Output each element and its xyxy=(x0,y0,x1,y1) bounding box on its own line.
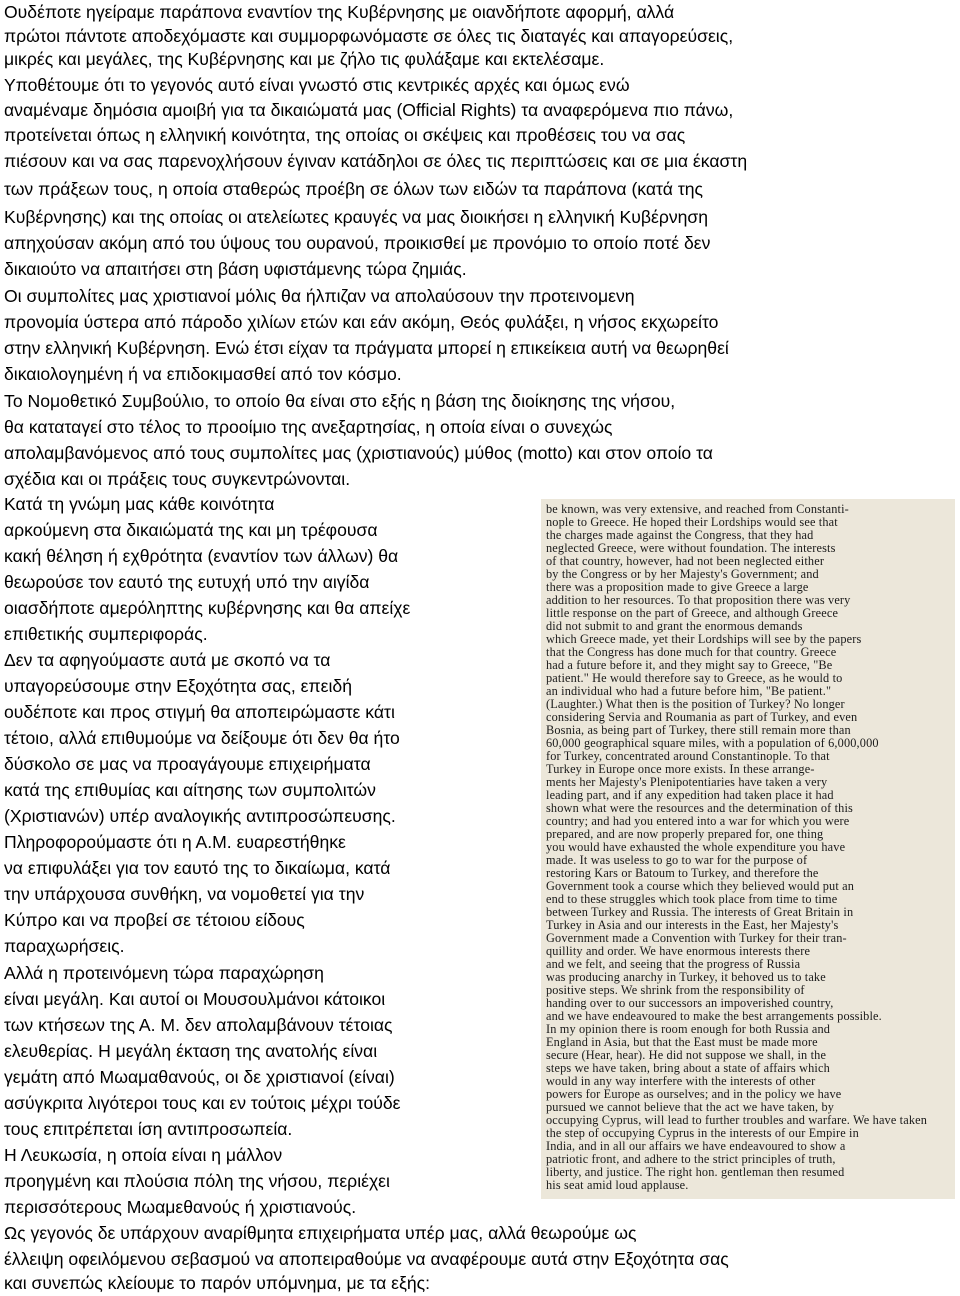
clipping-line: the charges made against the Congress, that they had xyxy=(546,528,814,542)
clipping-line: Government took a course which they believed would put an xyxy=(546,879,855,893)
clipping-line: which Greece made, yet their Lordships will see by the papers xyxy=(546,632,862,646)
clipping-line: nople to Greece. He hoped their Lordships would see that xyxy=(546,515,838,529)
paragraph-line: των πράξεων τους, η οποία σταθερώς προέβη σε όλων των ειδών τα παράπονα (κατά της xyxy=(4,179,704,199)
paragraph-line: να επιφυλάξει για τον εαυτό της το δικαίωμα, κατά xyxy=(4,858,391,878)
paragraph-line: Ουδέποτε ηγείραμε παράπονα εναντίον της Κυβέρνησης με οιανδήποτε αφορμή, αλλά xyxy=(4,2,675,22)
paragraph-line: απολαμβανόμενος από τους συμπολίτες μας (χριστιανούς) μύθος (motto) και στον οποίο τα xyxy=(4,443,713,463)
paragraph-line: τέτοιο, αλλά επιθυμούμε να δείξουμε ότι δεν θα ήτο xyxy=(4,728,400,748)
clipping-line: did not submit to and grant the enormous demands xyxy=(546,619,803,633)
paragraph-line: Κύπρο και να προβεί σε τέτοιου είδους xyxy=(4,910,305,930)
paragraph-line: Η Λευκωσία, η οποία είναι η μάλλον xyxy=(4,1145,283,1165)
clipping-line: 60,000 geographical square miles, with a population of 6,000,000 xyxy=(546,736,879,750)
paragraph-line: ελευθερίας. Η μεγάλη έκταση της ανατολής είναι xyxy=(4,1041,378,1061)
clipping-line: In my opinion there is room enough for both Russia and xyxy=(546,1022,831,1036)
paragraph-line: περισσότερους Μωαμεθανούς ή χριστιανούς. xyxy=(4,1197,357,1217)
clipping-line: pursued we cannot believe that the act we have taken, by xyxy=(546,1100,835,1114)
newspaper-clipping-image xyxy=(541,499,955,1199)
paragraph-line: απηχούσαν ακόμη από του ύψους του ουρανού, προικισθεί με προνόμιο το οποίο ποτέ δεν xyxy=(4,233,711,253)
paragraph-line: αναμέναμε δημόσια αμοιβή για τα δικαιώματά μας (Official Rights) τα αναφερόμενα πιο πάνω, xyxy=(4,100,734,120)
clipping-line: (Laughter.) What then is the position of Turkey? No longer xyxy=(546,697,845,711)
paragraph-line: θεωρούσε τον εαυτό της ευτυχή υπό την αιγίδα xyxy=(4,572,370,592)
paragraph-line: Οι συμπολίτες μας χριστιανοί μόλις θα ήλπιζαν να απολαύσουν την προτεινομενη xyxy=(4,286,635,306)
clipping-line: positive steps. We shrink from the responsibility of xyxy=(546,983,805,997)
clipping-line: be known, was very extensive, and reached from Constanti- xyxy=(546,502,849,516)
clipping-line: Government made a Convention with Turkey for their tran- xyxy=(546,931,847,945)
paragraph-line: στην ελληνική Κυβέρνηση. Ενώ έτσι είχαν τα πράγματα μπορεί η επικείκεια αυτή να θεωρηθεί xyxy=(4,338,729,358)
clipping-line: patriotic front, and adhere to the strict principles of truth, xyxy=(546,1152,836,1166)
clipping-line: quillity and order. We have enormous interests there xyxy=(546,944,811,958)
clipping-line: end to these struggles which took place from time to time xyxy=(546,892,838,906)
paragraph-line: Υποθέτουμε ότι το γεγονός αυτό είναι γνωστό στις κεντρικές αρχές και όμως ενώ xyxy=(4,75,630,95)
clipping-line: leading part, and if any expedition had taken place it had xyxy=(546,788,834,802)
clipping-line: by the Congress or by her Majesty's Government; and xyxy=(546,567,819,581)
clipping-line: shown what were the resources and the determination of this xyxy=(546,801,853,815)
clipping-line: and we have endeavoured to make the best arrangements possible. xyxy=(546,1009,882,1023)
paragraph-line: Κατά τη γνώμη μας κάθε κοινότητα xyxy=(4,494,275,514)
clipping-line: addition to her resources. To that proposition there was very xyxy=(546,593,851,607)
paragraph-line: αρκούμενη στα δικαιώματά της και μη τρέφουσα xyxy=(4,520,378,540)
clipping-line: England in Asia, but that the East must be made more xyxy=(546,1035,818,1049)
clipping-line: neglected Greece, were without foundation. The interests xyxy=(546,541,836,555)
clipping-line: had a future before it, and they might say to Greece, "Be xyxy=(546,658,833,672)
paragraph-line: δικαιούτο να απαιτήσει στη βάση υφιστάμενης τώρα ζημιάς. xyxy=(4,259,467,279)
paragraph-line: κατά της επιθυμίας και αίτησης των συμπολιτών xyxy=(4,780,376,800)
clipping-line: India, and in all our affairs we have endeavoured to show a xyxy=(546,1139,846,1153)
paragraph-line: προτείνεται όπως η ελληνική κοινότητα, της οποίας οι σκέψεις και προθέσεις του να σας xyxy=(4,125,686,145)
clipping-line: powers for Europe as ourselves; and in the policy we have xyxy=(546,1087,842,1101)
clipping-line: considering Servia and Roumania as part of Turkey, and even xyxy=(546,710,858,724)
paragraph-line: οιασδήποτε αμερόληπτης κυβέρνησης και θα απείχε xyxy=(4,598,411,618)
clipping-line: restoring Kars or Batoum to Turkey, and therefore the xyxy=(546,866,819,880)
clipping-line: Bosnia, as being part of Turkey, there still remain more than xyxy=(546,723,851,737)
clipping-line: steps we have taken, bring about a state of affairs which xyxy=(546,1061,830,1075)
paragraph-line: γεμάτη από Μωαμαθανούς, οι δε χριστιανοί (είναι) xyxy=(4,1067,395,1087)
clipping-line: patient." He would therefore say to Greece, as he would to xyxy=(546,671,843,685)
paragraph-line: επιθετικής συμπεριφοράς. xyxy=(4,624,208,644)
paragraph-line: Αλλά η προτεινόμενη τώρα παραχώρηση xyxy=(4,963,324,983)
paragraph-line: σχέδια και οι πράξεις τους συγκεντρώνονται. xyxy=(4,469,351,489)
paragraph-line: μικρές και μεγάλες, της Κυβέρνησης και με ζήλο τις φυλάξαμε και εκτελέσαμε. xyxy=(4,49,605,69)
paragraph-line: Κυβέρνησης) και της οποίας οι ατελείωτες κραυγές να μας διοικήσει η ελληνική Κυβέρνηση xyxy=(4,207,709,227)
paragraph-line: δύσκολο σε μας να προαγάγουμε επιχειρήματα xyxy=(4,754,371,774)
clipping-line: between Turkey and Russia. The interests of Great Britain in xyxy=(546,905,854,919)
paragraph-line: θα καταταγεί στο τέλος το προοίμιο της ανεξαρτησίας, η οποία είναι ο συνεχώς xyxy=(4,417,613,437)
clipping-line: an individual who had a future before him, "Be patient." xyxy=(546,684,832,698)
paragraph-line: παραχωρήσεις. xyxy=(4,936,125,956)
clipping-line: that the Congress has done much for that country. Greece xyxy=(546,645,837,659)
paragraph-line: υπαγορεύσουμε στην Εξοχότητα σας, επειδή xyxy=(4,676,352,696)
paragraph-line: έλλειψη οφειλόμενου σεβασμού να αποπειραθούμε να αναφέρουμε αυτά στην Εξοχότητα σας xyxy=(4,1249,729,1269)
clipping-line: the step of occupying Cyprus in the interests of our Empire in xyxy=(546,1126,859,1140)
paragraph-line: την υπάρχουσα συνθήκη, να νομοθετεί για την xyxy=(4,884,365,904)
paragraph-line: Το Νομοθετικό Συμβούλιο, το οποίο θα είναι στο εξής η βάση της διοίκησης της νήσου, xyxy=(4,391,676,411)
clipping-line: ments her Majesty's Plenipotentiaries have taken a very xyxy=(546,775,828,789)
clipping-line: would in any way interfere with the interests of other xyxy=(546,1074,816,1088)
clipping-line: and we felt, and seeing that the progress of Russia xyxy=(546,957,801,971)
paragraph-line: πρώτοι πάντοτε αποδεχόμαστε και συμμορφωνόμαστε σε όλες τις διαταγές και απαγορεύσεις, xyxy=(4,26,734,46)
paragraph-line: των κτήσεων της Α. Μ. δεν απολαμβάνουν τέτοιας xyxy=(4,1015,393,1035)
paragraph-line: Πληροφορούμαστε ότι η Α.Μ. ευαρεστήθηκε xyxy=(4,832,346,852)
paragraph-line: είναι μεγάλη. Και αυτοί οι Μουσουλμάνοι κάτοικοι xyxy=(4,989,386,1009)
paragraph-line: και συνεπώς κλείουμε το παρόν υπόμνημα, με τα εξής: xyxy=(4,1273,431,1293)
clipping-line: there was a proposition made to give Greece a large xyxy=(546,580,809,594)
paragraph-line: προηγμένη και πλούσια πόλη της νήσου, περιέχει xyxy=(4,1171,390,1191)
clipping-line: Turkey in Europe once more exists. In these arrange- xyxy=(546,762,815,776)
clipping-line: country; and had you entered into a war for which you were xyxy=(546,814,850,828)
paragraph-line: ασύγκριτα λιγότεροι τους και εν τούτοις μέχρι τούδε xyxy=(4,1093,401,1113)
clipping-line: liberty, and justice. The right hon. gentleman then resumed xyxy=(546,1165,845,1179)
paragraph-line: Δεν τα αφηγούμαστε αυτά με σκοπό να τα xyxy=(4,650,331,670)
clipping-line: of that country, however, had not been neglected either xyxy=(546,554,825,568)
clipping-line: you would have exhausted the whole expenditure you have xyxy=(546,840,846,854)
clipping-line: Turkey in Asia and our interests in the East, her Majesty's xyxy=(546,918,839,932)
paragraph-line: τους επιτρέπεται ίση αντιπροσωπεία. xyxy=(4,1119,293,1139)
clipping-line: little response on the part of Greece, and although Greece xyxy=(546,606,839,620)
paragraph-line: κακή θέληση ή εχθρότητα (εναντίον των άλλων) θα xyxy=(4,546,399,566)
clipping-line: was producing anarchy in Turkey, it behoved us to take xyxy=(546,970,826,984)
paragraph-line: πιέσουν και να σας παρενοχλήσουν έγιναν κατάδηλοι σε όλες τις περιπτώσεις και σε μια έκαστη xyxy=(4,151,748,171)
paragraph-line: προνομία ύστερα από πάροδο χιλίων ετών και εάν ακόμη, Θεός φυλάξει, η νήσος εκχωρείτο xyxy=(4,312,719,332)
paragraph-line: Ως γεγονός δε υπάρχουν αναρίθμητα επιχειρήματα υπέρ μας, αλλά θεωρούμε ως xyxy=(4,1223,637,1243)
clipping-line: made. It was useless to go to war for the purpose of xyxy=(546,853,808,867)
clipping-line: occupying Cyprus, will lead to further troubles and warfare. We have taken xyxy=(546,1113,928,1127)
clipping-line: prepared, and are now properly prepared for, one thing xyxy=(546,827,824,841)
paragraph-line: (Χριστιανών) υπέρ αναλογικής αντιπροσώπευσης. xyxy=(4,806,396,826)
clipping-line: his seat amid loud applause. xyxy=(546,1178,689,1192)
paragraph-line: ουδέποτε και προς στιγμή θα αποπειρώμαστε κάτι xyxy=(4,702,395,722)
paragraph-line: δικαιολογημένη ή να επιδοκιμασθεί από τον κόσμο. xyxy=(4,364,402,384)
clipping-line: handing over to our successors an impoverished country, xyxy=(546,996,834,1010)
clipping-line: secure (Hear, hear). He did not suppose we shall, in the xyxy=(546,1048,827,1062)
clipping-line: for Turkey, concentrated around Constantinople. To that xyxy=(546,749,830,763)
